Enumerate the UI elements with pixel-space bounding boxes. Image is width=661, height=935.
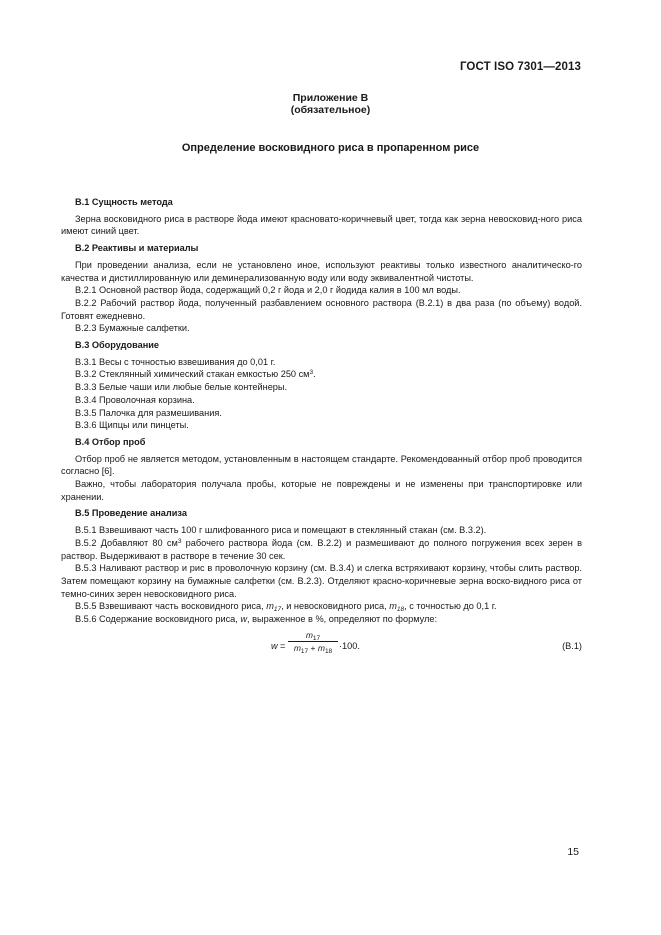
- formula-numerator: $m_{17}$: [305, 629, 321, 642]
- formula-denominator: $m_{17} + m_{18}$: [293, 642, 333, 655]
- formula-multiplier: ·100.: [339, 640, 360, 651]
- paragraph: В.3.4 Проволочная корзина.: [75, 394, 195, 405]
- section-heading: В.4 Отбор проб: [75, 436, 146, 447]
- paragraph: В.5.6 Содержание восковидного риса, w, выраженное в %, определяют по формуле:: [75, 614, 438, 625]
- section-heading: В.2 Реактивы и материалы: [75, 243, 199, 254]
- annex-title: Приложение В: [292, 92, 369, 104]
- section-heading: В.1 Сущность метода: [75, 197, 173, 207]
- paragraph: В.5.3 Наливают раствор и рис в проволочную корзину (см. В.3.4) и слегка встряхивают корзину, чтобы слить раствор. Затем помещают корзину на бумажные салфетки (см. В.2.3). Отделяют красно-коричневые зерна воско-видного риса от темно-синих зерен невосковидного риса.: [61, 563, 582, 599]
- paragraph: В.3.6 Щипцы или пинцеты.: [75, 420, 189, 431]
- formula-fraction: [288, 630, 338, 653]
- formula-number: (В.1): [562, 640, 582, 651]
- page-number: 15: [567, 846, 579, 858]
- paragraph: Зерна восковидного риса в растворе йода имеют красновато-коричневый цвет, тогда как зерна невосковид-ного риса имеют синий цвет.: [61, 213, 582, 237]
- annex-status: (обязательное): [290, 104, 371, 116]
- section-heading: В.5 Проведение анализа: [75, 508, 187, 519]
- paragraph: Отбор проб не является методом, установленным в настоящем стандарте. Рекомендованный отбор проб проводится согласно [6].: [61, 453, 582, 477]
- paragraph: В.5.1 Взвешивают часть 100 г шлифованного риса и помещают в стеклянный стакан (см. В.3.2).: [75, 525, 487, 536]
- standard-header: ГОСТ ISO 7301—2013: [459, 61, 581, 73]
- paragraph: При проведении анализа, если не установлено иное, используют реактивы только известного аналитическо-го качества и дистиллированную или деминерализованную воду или воду эквивалентной чистоты.: [61, 259, 582, 283]
- paragraph: В.2.3 Бумажные салфетки.: [75, 323, 190, 334]
- section-heading: В.3 Оборудование: [75, 340, 160, 351]
- formula-lhs: w: [271, 640, 278, 651]
- paragraph: В.2.2 Рабочий раствор йода, полученный разбавлением основного раствора (В.2.1) в два раза (по объему) водой. Готовят ежедневно.: [61, 297, 582, 321]
- paragraph: В.2.1 Основной раствор йода, содержащий 0,2 г йода и 2,0 г йодида калия в 100 мл воды.: [75, 285, 461, 296]
- paragraph: В.3.3 Белые чаши или любые белые контейнеры.: [75, 382, 288, 393]
- document-body: [61, 196, 582, 664]
- formula-equals: =: [280, 640, 286, 651]
- document-title: Определение восковидного риса в пропаренном рисе: [181, 142, 480, 154]
- paragraph: В.5.5 Взвешивают часть восковидного риса, $m_{17}$, и невосковидного риса, $m_{18}$, с точностью до 0,1 г.: [75, 601, 497, 614]
- paragraph: В.3.1 Весы с точностью взвешивания до 0,01 г.: [75, 356, 276, 367]
- formula: [61, 630, 582, 664]
- paragraph: В.3.2 Стеклянный химический стакан емкостью 250 $см^3$.: [75, 369, 316, 380]
- paragraph: Важно, чтобы лаборатория получала пробы, которые не повреждены и не изменены при транспортировке или хранении.: [61, 479, 582, 502]
- paragraph: В.3.5 Палочка для размешивания.: [75, 407, 222, 418]
- paragraph: В.5.2 Добавляют 80 $см^3$ рабочего раствора йода (см. В.2.2) и размешивают до полного погружения всех зерен в раствор. Выдерживают в растворе в течение 30 сек.: [61, 537, 582, 561]
